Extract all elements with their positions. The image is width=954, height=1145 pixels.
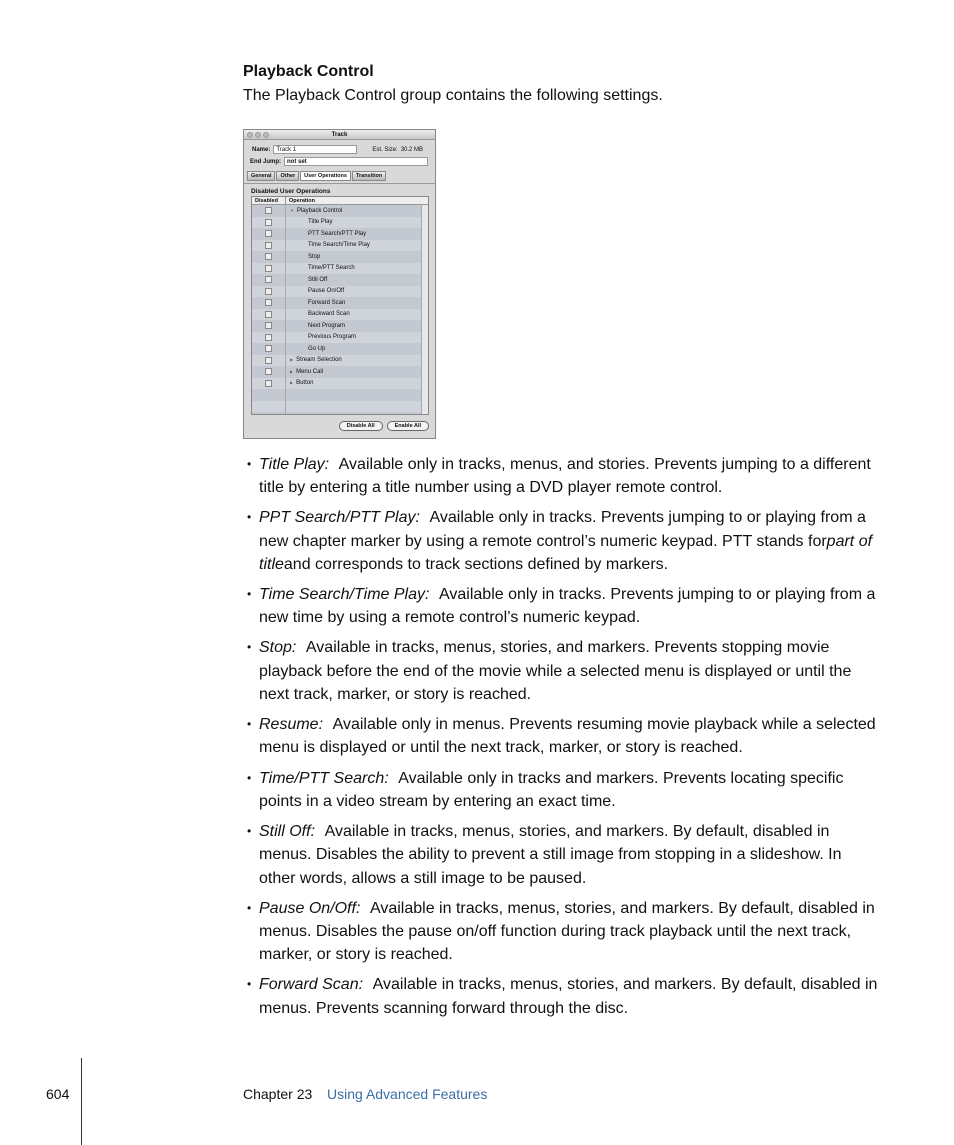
operation-label: Previous Program xyxy=(308,334,357,341)
table-row[interactable] xyxy=(252,274,428,286)
disabled-checkbox[interactable] xyxy=(252,343,286,355)
table-row[interactable] xyxy=(252,286,428,298)
bullet-term: Time/PTT Search: xyxy=(259,769,389,787)
bullet-item xyxy=(259,897,879,967)
tab-transition[interactable]: Transition xyxy=(352,171,386,181)
table-row[interactable] xyxy=(252,320,428,332)
intro-text: The Playback Control group contains the following settings. xyxy=(243,87,663,104)
size-label: Est. Size: xyxy=(372,146,398,153)
disclosure-closed-icon[interactable]: ▶ xyxy=(290,380,294,386)
table-row[interactable] xyxy=(252,366,428,378)
empty-row xyxy=(252,412,428,415)
bullet-item xyxy=(259,506,879,576)
operation-label: Menu Call xyxy=(296,368,324,375)
bullet-text: Available only in tracks. Prevents jumping to or playing from a new chapter marker by using a remote control’s numeric keypad. PTT stands for xyxy=(259,509,866,550)
chapter-label: Chapter 23 xyxy=(243,1086,313,1102)
window-controls-icon xyxy=(247,132,269,138)
bullet-term: Pause On/Off: xyxy=(259,899,361,917)
disabled-checkbox[interactable] xyxy=(252,274,286,286)
bullet-item xyxy=(259,713,879,760)
footer-rule xyxy=(81,1058,82,1145)
disabled-checkbox[interactable] xyxy=(252,205,286,217)
end-jump-select[interactable]: not set xyxy=(284,157,428,166)
bullet-item xyxy=(259,583,879,630)
end-jump-label: End Jump: xyxy=(250,158,281,165)
bullet-item xyxy=(259,453,879,500)
operation-label: Button xyxy=(296,380,314,387)
bullet-term: Stop: xyxy=(259,639,297,657)
disabled-checkbox[interactable] xyxy=(252,263,286,275)
group-title: Disabled User Operations xyxy=(251,188,331,195)
operation-label: Title Play xyxy=(308,219,333,226)
tab-other[interactable]: Other xyxy=(276,171,299,181)
bullet-term-inline: part of title xyxy=(259,532,873,573)
section-link[interactable]: Using Advanced Features xyxy=(327,1086,488,1102)
table-row[interactable] xyxy=(252,297,428,309)
bullet-text: Available only in tracks and markers. Prevents locating specific points in a video stream by entering an exact time. xyxy=(259,769,844,810)
bullet-item xyxy=(259,820,879,890)
divider xyxy=(244,183,435,184)
section-heading: Playback Control xyxy=(243,63,374,80)
operations-table xyxy=(251,196,429,415)
tab-bar xyxy=(247,171,386,181)
operation-label: Stream Selection xyxy=(296,357,342,364)
operation-label: Pause On/Off xyxy=(308,288,345,295)
size-value: 30.2 MB xyxy=(400,146,424,153)
table-row[interactable] xyxy=(252,217,428,229)
bullet-term: Resume: xyxy=(259,716,324,734)
disabled-checkbox[interactable] xyxy=(252,228,286,240)
bullet-text: Available only in tracks, menus, and stories. Prevents jumping to a different title by entering a title number using a DVD player remote control. xyxy=(259,456,871,497)
disabled-checkbox[interactable] xyxy=(252,251,286,263)
table-row[interactable] xyxy=(252,263,428,275)
bullet-item xyxy=(259,636,879,706)
operation-label: PTT Search/PTT Play xyxy=(308,230,367,237)
table-row[interactable] xyxy=(252,251,428,263)
table-header xyxy=(252,197,428,205)
bullet-text: Available in tracks, menus, stories, and markers. By default, disabled in menus. Disables the pause on/off function during track playback until the next track, marker, or story is reached. xyxy=(259,899,875,964)
disabled-checkbox[interactable] xyxy=(252,240,286,252)
disabled-checkbox[interactable] xyxy=(252,320,286,332)
disclosure-closed-icon[interactable]: ▶ xyxy=(290,357,294,363)
disabled-checkbox[interactable] xyxy=(252,297,286,309)
bullet-text-cont: and corresponds to track sections defined by markers. xyxy=(283,555,669,573)
scrollbar[interactable] xyxy=(421,205,428,414)
bullet-text: Available in tracks, menus, stories, and markers. By default, disabled in menus. Prevents scanning forward through the disc. xyxy=(259,976,878,1017)
disabled-checkbox[interactable] xyxy=(252,332,286,344)
empty-row xyxy=(252,389,428,401)
disabled-checkbox[interactable] xyxy=(252,217,286,229)
disabled-checkbox[interactable] xyxy=(252,309,286,321)
window-title: Track xyxy=(331,132,348,138)
operation-label: Forward Scan xyxy=(308,299,346,306)
tab-user-operations[interactable]: User Operations xyxy=(300,171,351,181)
bullet-text: Available only in menus. Prevents resuming movie playback while a selected menu is displayed or until the next track, marker, or story is reached. xyxy=(259,716,876,757)
col-disabled[interactable]: Disabled xyxy=(252,197,286,204)
bullet-term: Time Search/Time Play: xyxy=(259,586,430,604)
bullet-term: Forward Scan: xyxy=(259,976,364,994)
operation-label: Stop xyxy=(308,253,321,260)
disabled-checkbox[interactable] xyxy=(252,355,286,367)
table-row[interactable] xyxy=(252,228,428,240)
empty-row xyxy=(252,401,428,413)
table-row[interactable] xyxy=(252,355,428,367)
table-row[interactable] xyxy=(252,343,428,355)
title-bar xyxy=(244,130,435,140)
name-label: Name: xyxy=(252,146,271,153)
bullet-item xyxy=(259,973,879,1020)
operation-label: Next Program xyxy=(308,322,346,329)
disable-all-button[interactable]: Disable All xyxy=(339,421,383,431)
operation-label: Backward Scan xyxy=(308,311,350,318)
operation-label: Go Up xyxy=(308,345,326,352)
operation-label: Time Search/Time Play xyxy=(308,242,370,249)
bullet-text: Available in tracks, menus, stories, and markers. Prevents stopping movie playback before the end of the movie while a selected menu is displayed or until the next track, marker, or story is reached. xyxy=(259,639,852,704)
table-row[interactable] xyxy=(252,378,428,390)
operation-label: Still Off xyxy=(308,276,328,283)
operation-label: Playback Control xyxy=(296,207,343,214)
disabled-checkbox[interactable] xyxy=(252,366,286,378)
operation-label: Time/PTT Search xyxy=(308,265,355,272)
bullet-term: Title Play: xyxy=(259,456,330,473)
bullet-item xyxy=(259,767,879,814)
bullet-text: Available in tracks, menus, stories, and markers. By default, disabled in menus. Disables the ability to prevent a still image from stopping in a slideshow. In other words, allows a still image to be paused. xyxy=(259,822,842,887)
bullet-term: Still Off: xyxy=(259,822,316,840)
disabled-checkbox[interactable] xyxy=(252,286,286,298)
bullet-list xyxy=(259,453,879,1027)
table-row[interactable] xyxy=(252,205,428,217)
name-field[interactable]: Track 1 xyxy=(273,145,357,154)
table-row[interactable] xyxy=(252,309,428,321)
disabled-checkbox[interactable] xyxy=(252,378,286,390)
disclosure-open-icon[interactable]: ▼ xyxy=(290,207,294,213)
bullet-text: Available only in tracks. Prevents jumping to or playing from a new time by using a remote control’s numeric keypad. xyxy=(259,586,876,627)
track-inspector-screenshot xyxy=(243,129,436,439)
col-operation[interactable]: Operation xyxy=(289,198,315,204)
table-row[interactable] xyxy=(252,240,428,252)
enable-all-button[interactable]: Enable All xyxy=(387,421,429,431)
bullet-term: PPT Search/PTT Play: xyxy=(259,509,420,527)
table-row[interactable] xyxy=(252,332,428,344)
page-number: 604 xyxy=(46,1086,70,1102)
disclosure-closed-icon[interactable]: ▶ xyxy=(290,368,294,374)
tab-general[interactable]: General xyxy=(247,171,275,181)
